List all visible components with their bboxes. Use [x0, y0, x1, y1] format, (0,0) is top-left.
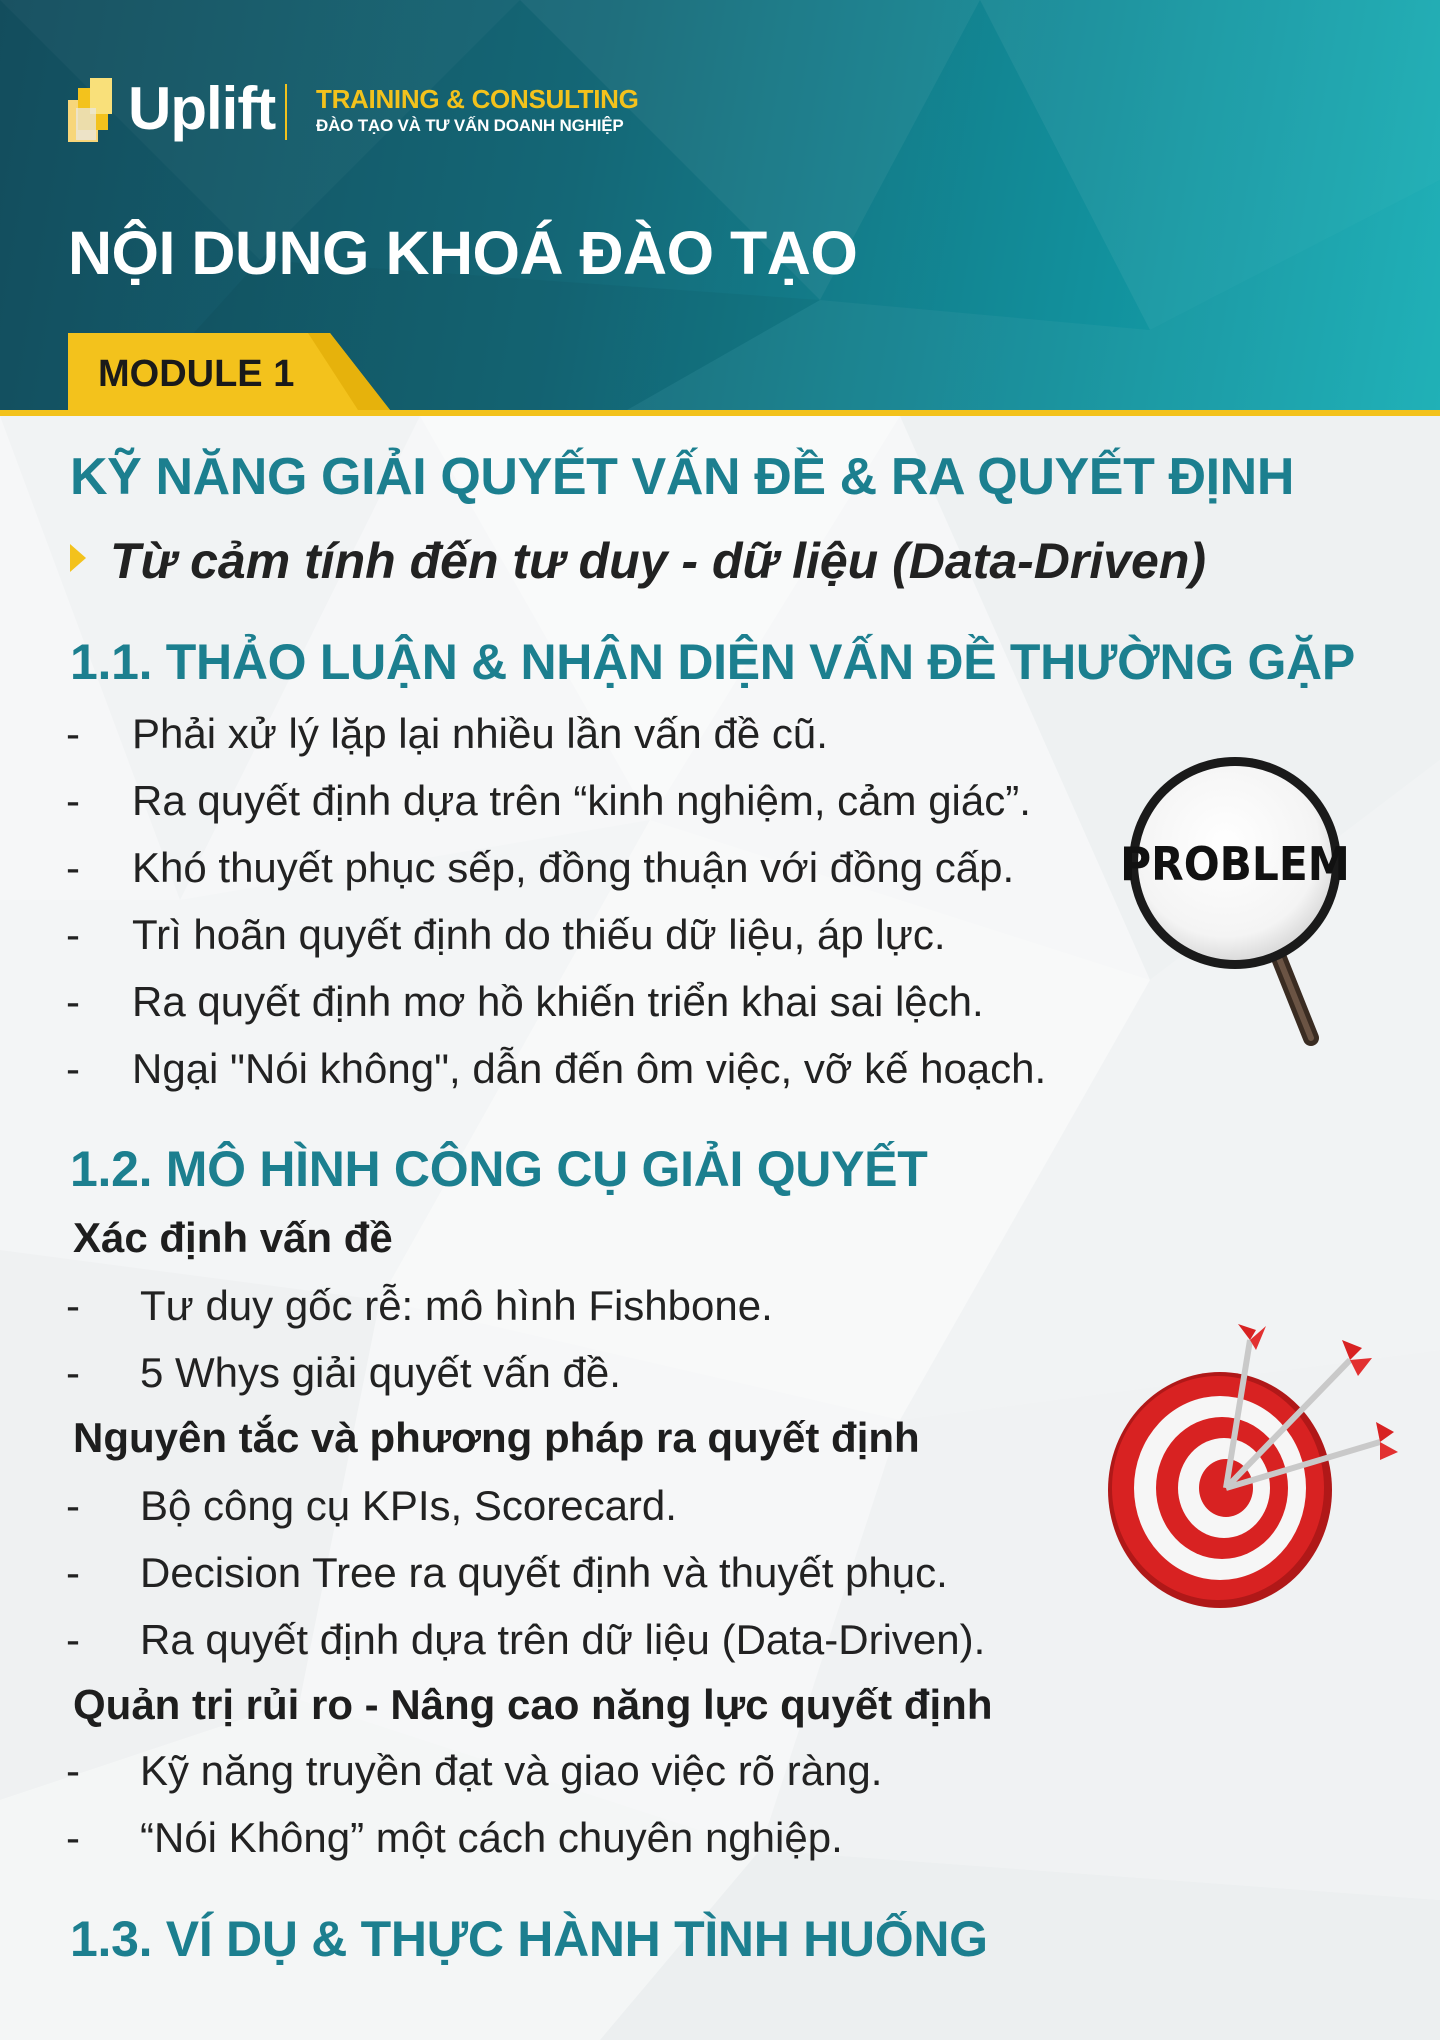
magnifier-icon [1115, 748, 1355, 1048]
target-icon [1080, 1320, 1410, 1610]
subtitle: Từ cảm tính đến tư duy - dữ liệu (Data-Driven) [110, 533, 1207, 589]
group-heading: Nguyên tắc và phương pháp ra quyết định [73, 1414, 920, 1461]
logo-wordmark: Uplift [128, 75, 276, 142]
module-label: MODULE 1 [98, 353, 295, 395]
page-title: NỘI DUNG KHOÁ ĐÀO TẠO [68, 219, 858, 287]
section-2-title: 1.2. MÔ HÌNH CÔNG CỤ GIẢI QUYẾT [70, 1141, 928, 1197]
section-1-title: 1.1. THẢO LUẬN & NHẬN DIỆN VẤN ĐỀ THƯỜNG GẶP [70, 634, 1355, 690]
group-heading: Xác định vấn đề [73, 1214, 393, 1261]
section-3-title: 1.3. VÍ DỤ & THỰC HÀNH TÌNH HUỐNG [70, 1911, 988, 1967]
main-title: KỸ NĂNG GIẢI QUYẾT VẤN ĐỀ & RA QUYẾT ĐỊNH [70, 448, 1294, 506]
group-heading: Quản trị rủi ro - Nâng cao năng lực quyết định [73, 1681, 993, 1728]
problem-label: PROBLEM [1120, 838, 1350, 892]
tagline-secondary: ĐÀO TẠO VÀ TƯ VẤN DOANH NGHIỆP [316, 116, 624, 135]
content: KỸ NĂNG GIẢI QUYẾT VẤN ĐỀ & RA QUYẾT ĐỊNH Từ cảm tính đến tư duy - dữ liệu (Data-Driven) 1.1. THẢO LUẬN & NHẬN DIỆN VẤN ĐỀ THƯỜNG GẶP - Phải xử lý lặp lại nhiều lần vấn đề cũ. - Ra quyết định dựa trên “kinh nghiệm, cảm giác”. - Khó thuyết phục sếp, đồng thuận với đồng cấp. - Trì hoãn quyết định do thiếu dữ liệu, áp lực. - Ra quyết định mơ hồ khiến triển khai sai lệch. - Ngại "Nói không", dẫn đến ôm việc, vỡ kế hoạch. PROBLEM 1.2. MÔ HÌNH CÔNG CỤ GIẢI QUYẾT Xác định vấn đề - Tư duy gốc rễ: mô hình Fishbone. - 5 Whys giải quyết vấn đề. Nguyên tắc và phương pháp ra quyết định - Bộ công cụ KPIs, Scorecard. - Decision Tree ra quyết định và thuyết phục. - Ra quyết định dựa trên dữ liệu (Data-Driven). Quản trị rủi ro - Nâng cao năng lực quyết định - Kỹ năng truyền đạt và giao việc rõ ràng. - “Nói Không” một cách chuyên nghiệp. 1.3. VÍ DỤ & THỰC HÀNH TÌNH HUỐNG [0, 0, 1440, 2040]
tagline-primary: TRAINING & CONSULTING [316, 84, 639, 114]
triangle-bullet-icon [70, 544, 86, 572]
